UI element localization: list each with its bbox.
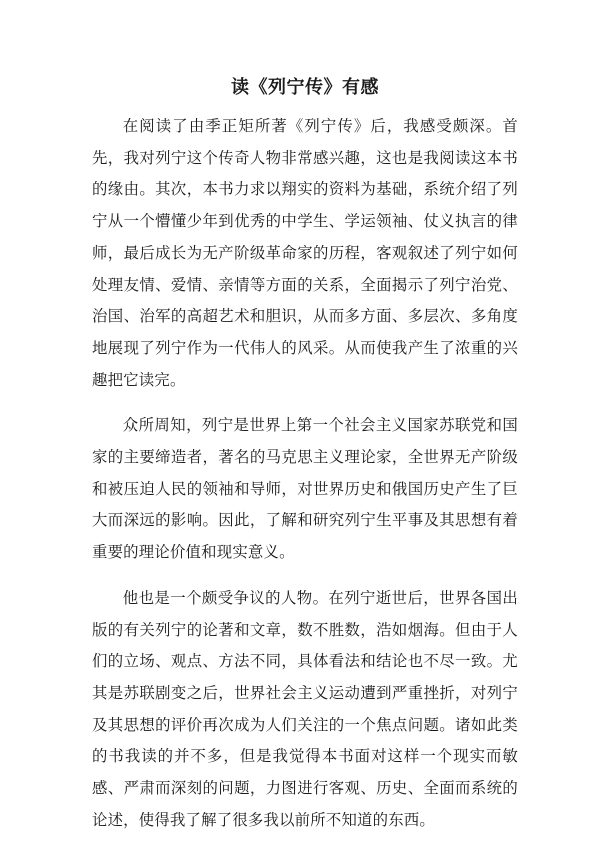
document-title: 读《列宁传》有感 <box>231 77 379 98</box>
paragraph-1: 在阅读了由季正矩所著《列宁传》后，我感受颇深。首先，我对列宁这个传奇人物非常感兴趣，这也是我阅读这本书的缘由。其次，本书力求以翔实的资料为基础，系统介绍了列宁从一个懵懂少年到优秀的中学生、学运领袖、仗义执言的律师，最后成长为无产阶级革命家的历程，客观叙述了列宁如何处理友情、爱情、亲情等方面的关系，全面揭示了列宁治党、治国、治军的高超艺术和胆识，从而多方面、多层次、多角度地展现了列宁作为一代伟人的风采。从而使我产生了浓重的兴趣把它读完。 <box>92 117 518 389</box>
paragraph-2: 众所周知，列宁是世界上第一个社会主义国家苏联党和国家的主要缔造者，著名的马克思主义理论家，全世界无产阶级和被压迫人民的领袖和导师，对世界历史和俄国历史产生了巨大而深远的影响。因此，了解和研究列宁生平事及其思想有着重要的理论价值和现实意义。 <box>92 416 518 562</box>
paragraph-3: 他也是一个颇受争议的人物。在列宁逝世后，世界各国出版的有关列宁的论著和文章，数不胜数，浩如烟海。但由于人们的立场、观点、方法不同，具体看法和结论也不尽一致。尤其是苏联剧变之后，世界社会主义运动遭到严重挫折，对列宁及其思想的评价再次成为人们关注的一个焦点问题。诸如此类的书我读的并不多，但是我觉得本书面对这样一个现实而敏感、严肃而深刻的问题，力图进行客观、历史、全面而系统的论述，使得我了解了很多我以前所不知道的东西。 <box>92 588 518 829</box>
